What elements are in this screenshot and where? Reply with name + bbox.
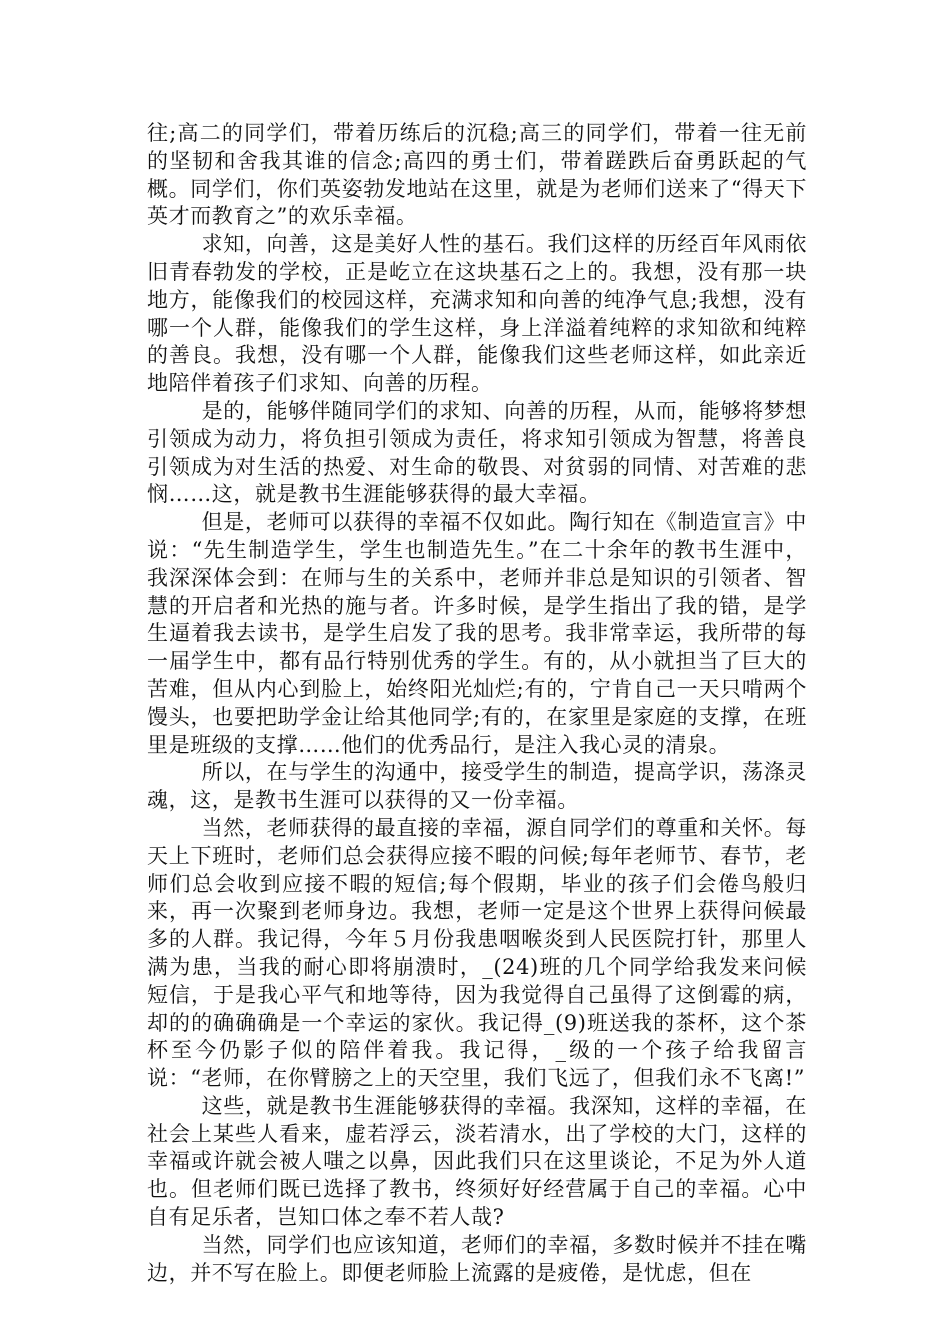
paragraph: 但是，老师可以获得的幸福不仅如此。陶行知在《制造宣言》中说：“先生制造学生，学生也制造先生。”在二十余年的教书生涯中，我深深体会到：在师与生的关系中，老师并非总是知识的引领者、智慧的开启者和光热的施与者。许多时候，是学生指出了我的错，是学生逼着我去读书，是学生启发了我的思考。我非常幸运，我所带的每一届学生中，都有品行特别优秀的学生。有的，从小就担当了巨大的苦难，但从内心到脸上，始终阳光灿烂;有的，宁肯自己一天只啃两个馒头，也要把助学金让给其他同学;有的，在家里是家庭的支撑，在班里是班级的支撑……他们的优秀品行，是注入我心灵的清泉。 (147, 510, 807, 757)
paragraph: 是的，能够伴随同学们的求知、向善的历程，从而，能够将梦想引领成为动力，将负担引领成为责任，将求知引领成为智慧，将善良引领成为对生活的热爱、对生命的敬畏、对贫弱的同情、对苦难的悲悯……这，就是教书生涯能够获得的最大幸福。 (147, 398, 807, 507)
paragraph: 当然，同学们也应该知道，老师们的幸福，多数时候并不挂在嘴边，并不写在脸上。即便老师脸上流露的是疲倦，是忧虑，但在 (147, 1232, 807, 1285)
paragraph: 往;高二的同学们，带着历练后的沉稳;高三的同学们，带着一往无前的坚韧和舍我其谁的信念;高四的勇士们，带着蹉跌后奋勇跃起的气概。同学们，你们英姿勃发地站在这里，就是为老师们送来了“得天下英才而教育之”的欢乐幸福。 (147, 121, 807, 229)
paragraph: 这些，就是教书生涯能够获得的幸福。我深知，这样的幸福，在社会上某些人看来，虚若浮云，淡若清水，出了学校的大门，这样的幸福或许就会被人嗤之以鼻，因此我们只在这里谈论，不足为外人道也。但老师们既已选择了教书，终须好好经营属于自己的幸福。心中自有足乐者，岂知口体之奉不若人哉? (147, 1093, 807, 1230)
document-page (147, 120, 807, 1287)
paragraph: 求知，向善，这是美好人性的基石。我们这样的历经百年风雨依旧青春勃发的学校，正是屹立在这块基石之上的。我想，没有那一块地方，能像我们的校园这样，充满求知和向善的纯净气息;我想，没有哪一个人群，能像我们的学生这样，身上洋溢着纯粹的求知欲和纯粹的善良。我想，没有哪一个人群，能像我们这些老师这样，如此亲近地陪伴着孩子们求知、向善的历程。 (147, 232, 807, 396)
paragraph: 所以，在与学生的沟通中，接受学生的制造，提高学识，荡涤灵魂，这，是教书生涯可以获得的又一份幸福。 (147, 760, 807, 813)
paragraph: 当然，老师获得的最直接的幸福，源自同学们的尊重和关怀。每天上下班时，老师们总会获得应接不暇的问候;每年老师节、春节，老师们总会收到应接不暇的短信;每个假期，毕业的孩子们会倦鸟般归来，再一次聚到老师身边。我想，老师一定是这个世界上获得问候最多的人群。我记得，今年５月份我患咽喉炎到人民医院打针，那里人满为患，当我的耐心即将崩溃时，_(24)班的几个同学给我发来问候短信，于是我心平气和地等待，因为我觉得自己虽得了这倒霉的病，却的的确确确是一个幸运的家伙。我记得_(9)班送我的茶杯，这个茶杯至今仍影子似的陪伴着我。我记得，_级的一个孩子给我留言说：“老师，在你臂膀之上的天空里，我们飞远了，但我们永不飞离!” (147, 815, 807, 1091)
